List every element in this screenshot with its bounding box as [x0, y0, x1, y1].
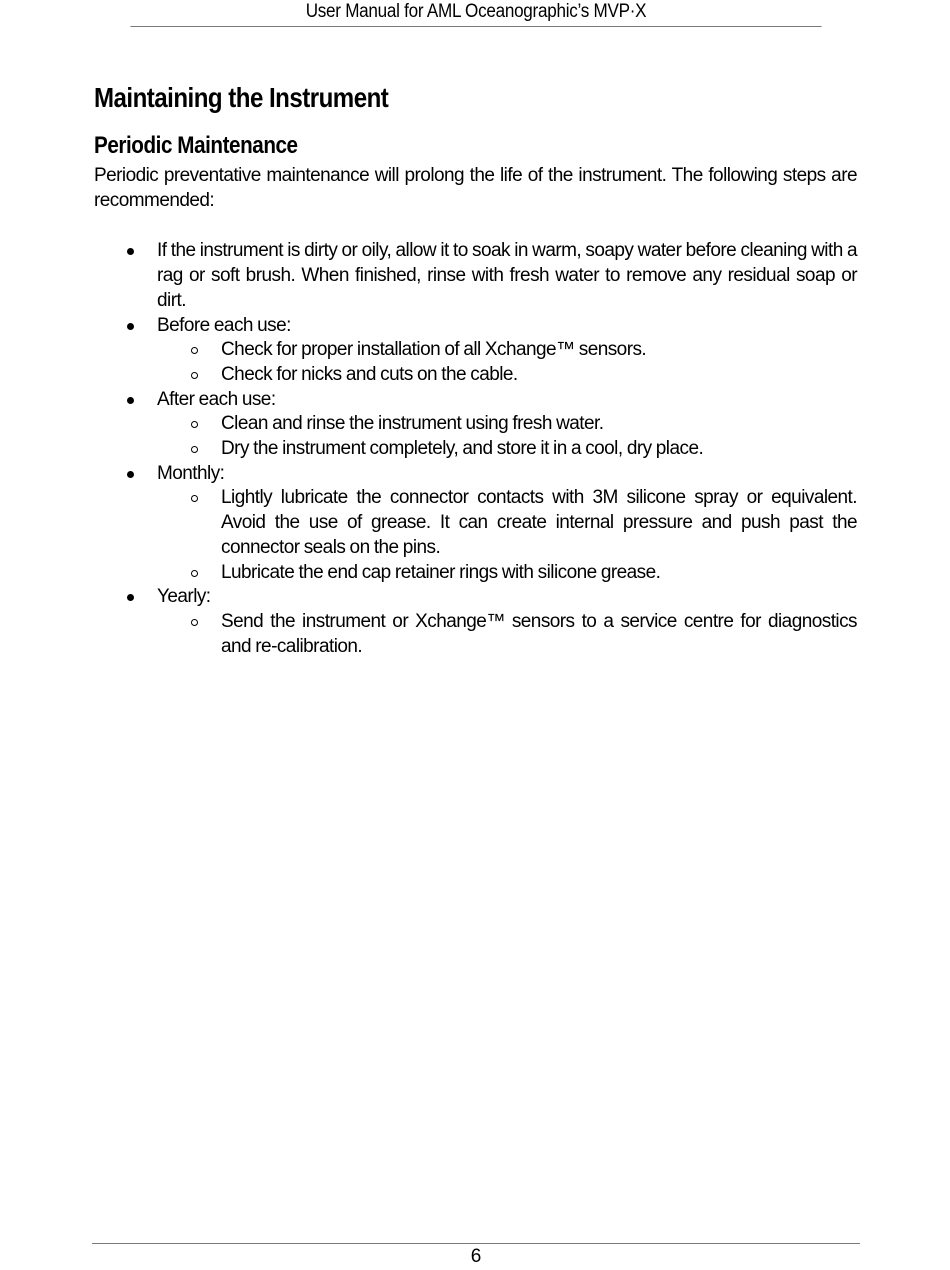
step-text: After each use: — [157, 388, 276, 410]
sub-step-text: Dry the instrument completely, and store it in a cool, dry place. — [221, 438, 704, 460]
bullet-icon — [127, 397, 134, 404]
circle-bullet-icon — [191, 619, 198, 626]
sub-step-item — [157, 486, 857, 560]
sub-steps-list — [157, 412, 857, 461]
manual-title: User Manual for AML Oceanographic’s MVP·X — [305, 1, 647, 22]
subsection-title: Periodic Maintenance — [94, 132, 298, 159]
sub-step-item — [157, 610, 857, 659]
step-text: Before each use: — [157, 314, 291, 336]
step-item — [94, 462, 857, 586]
step-text: Yearly: — [157, 586, 211, 608]
sub-step-text: Send the instrument or Xchange™ sensors to a service centre for diagnostics and re-calibration. — [221, 610, 857, 657]
sub-steps-list — [157, 338, 857, 387]
step-item — [94, 239, 857, 313]
page-header — [130, 0, 821, 27]
circle-bullet-icon — [191, 372, 198, 379]
bullet-icon — [127, 594, 134, 601]
sub-step-text: Check for proper installation of all Xchange™ sensors. — [221, 339, 647, 361]
sub-step-text: Lubricate the end cap retainer rings with silicone grease. — [221, 561, 661, 583]
circle-bullet-icon — [191, 347, 198, 354]
sub-step-item — [157, 437, 857, 462]
circle-bullet-icon — [191, 421, 198, 428]
sub-steps-list — [157, 486, 857, 585]
intro-paragraph: Periodic preventative maintenance will prolong the life of the instrument. The following steps are recommended: — [94, 165, 857, 211]
bullet-icon — [127, 323, 134, 330]
sub-step-item — [157, 412, 857, 437]
bullet-icon — [127, 248, 134, 255]
sub-step-item — [157, 561, 857, 586]
sub-step-text: Clean and rinse the instrument using fresh water. — [221, 413, 604, 435]
step-item — [94, 388, 857, 462]
page-number: 6 — [470, 1246, 482, 1267]
sub-step-text: Lightly lubricate the connector contacts with 3M silicone spray or equivalent. Avoid the use of grease. It can create internal pressure and push past the connector seals on the pins. — [221, 487, 857, 558]
step-item — [94, 314, 857, 388]
sub-step-item — [157, 363, 857, 388]
step-item — [94, 585, 857, 659]
circle-bullet-icon — [191, 570, 198, 577]
page-footer — [92, 1243, 860, 1270]
step-text: If the instrument is dirty or oily, allow it to soak in warm, soapy water before cleaning with a rag or soft brush. When finished, rinse with fresh water to remove any residual soap or dirt. — [157, 240, 857, 311]
sub-steps-list — [157, 610, 857, 659]
circle-bullet-icon — [191, 446, 198, 453]
sub-step-item — [157, 338, 857, 363]
step-text: Monthly: — [157, 462, 225, 484]
section-title: Maintaining the Instrument — [94, 82, 389, 113]
sub-step-text: Check for nicks and cuts on the cable. — [221, 363, 518, 385]
circle-bullet-icon — [191, 495, 198, 502]
maintenance-steps-list — [94, 239, 857, 659]
bullet-icon — [127, 471, 134, 478]
page-content — [94, 80, 857, 659]
